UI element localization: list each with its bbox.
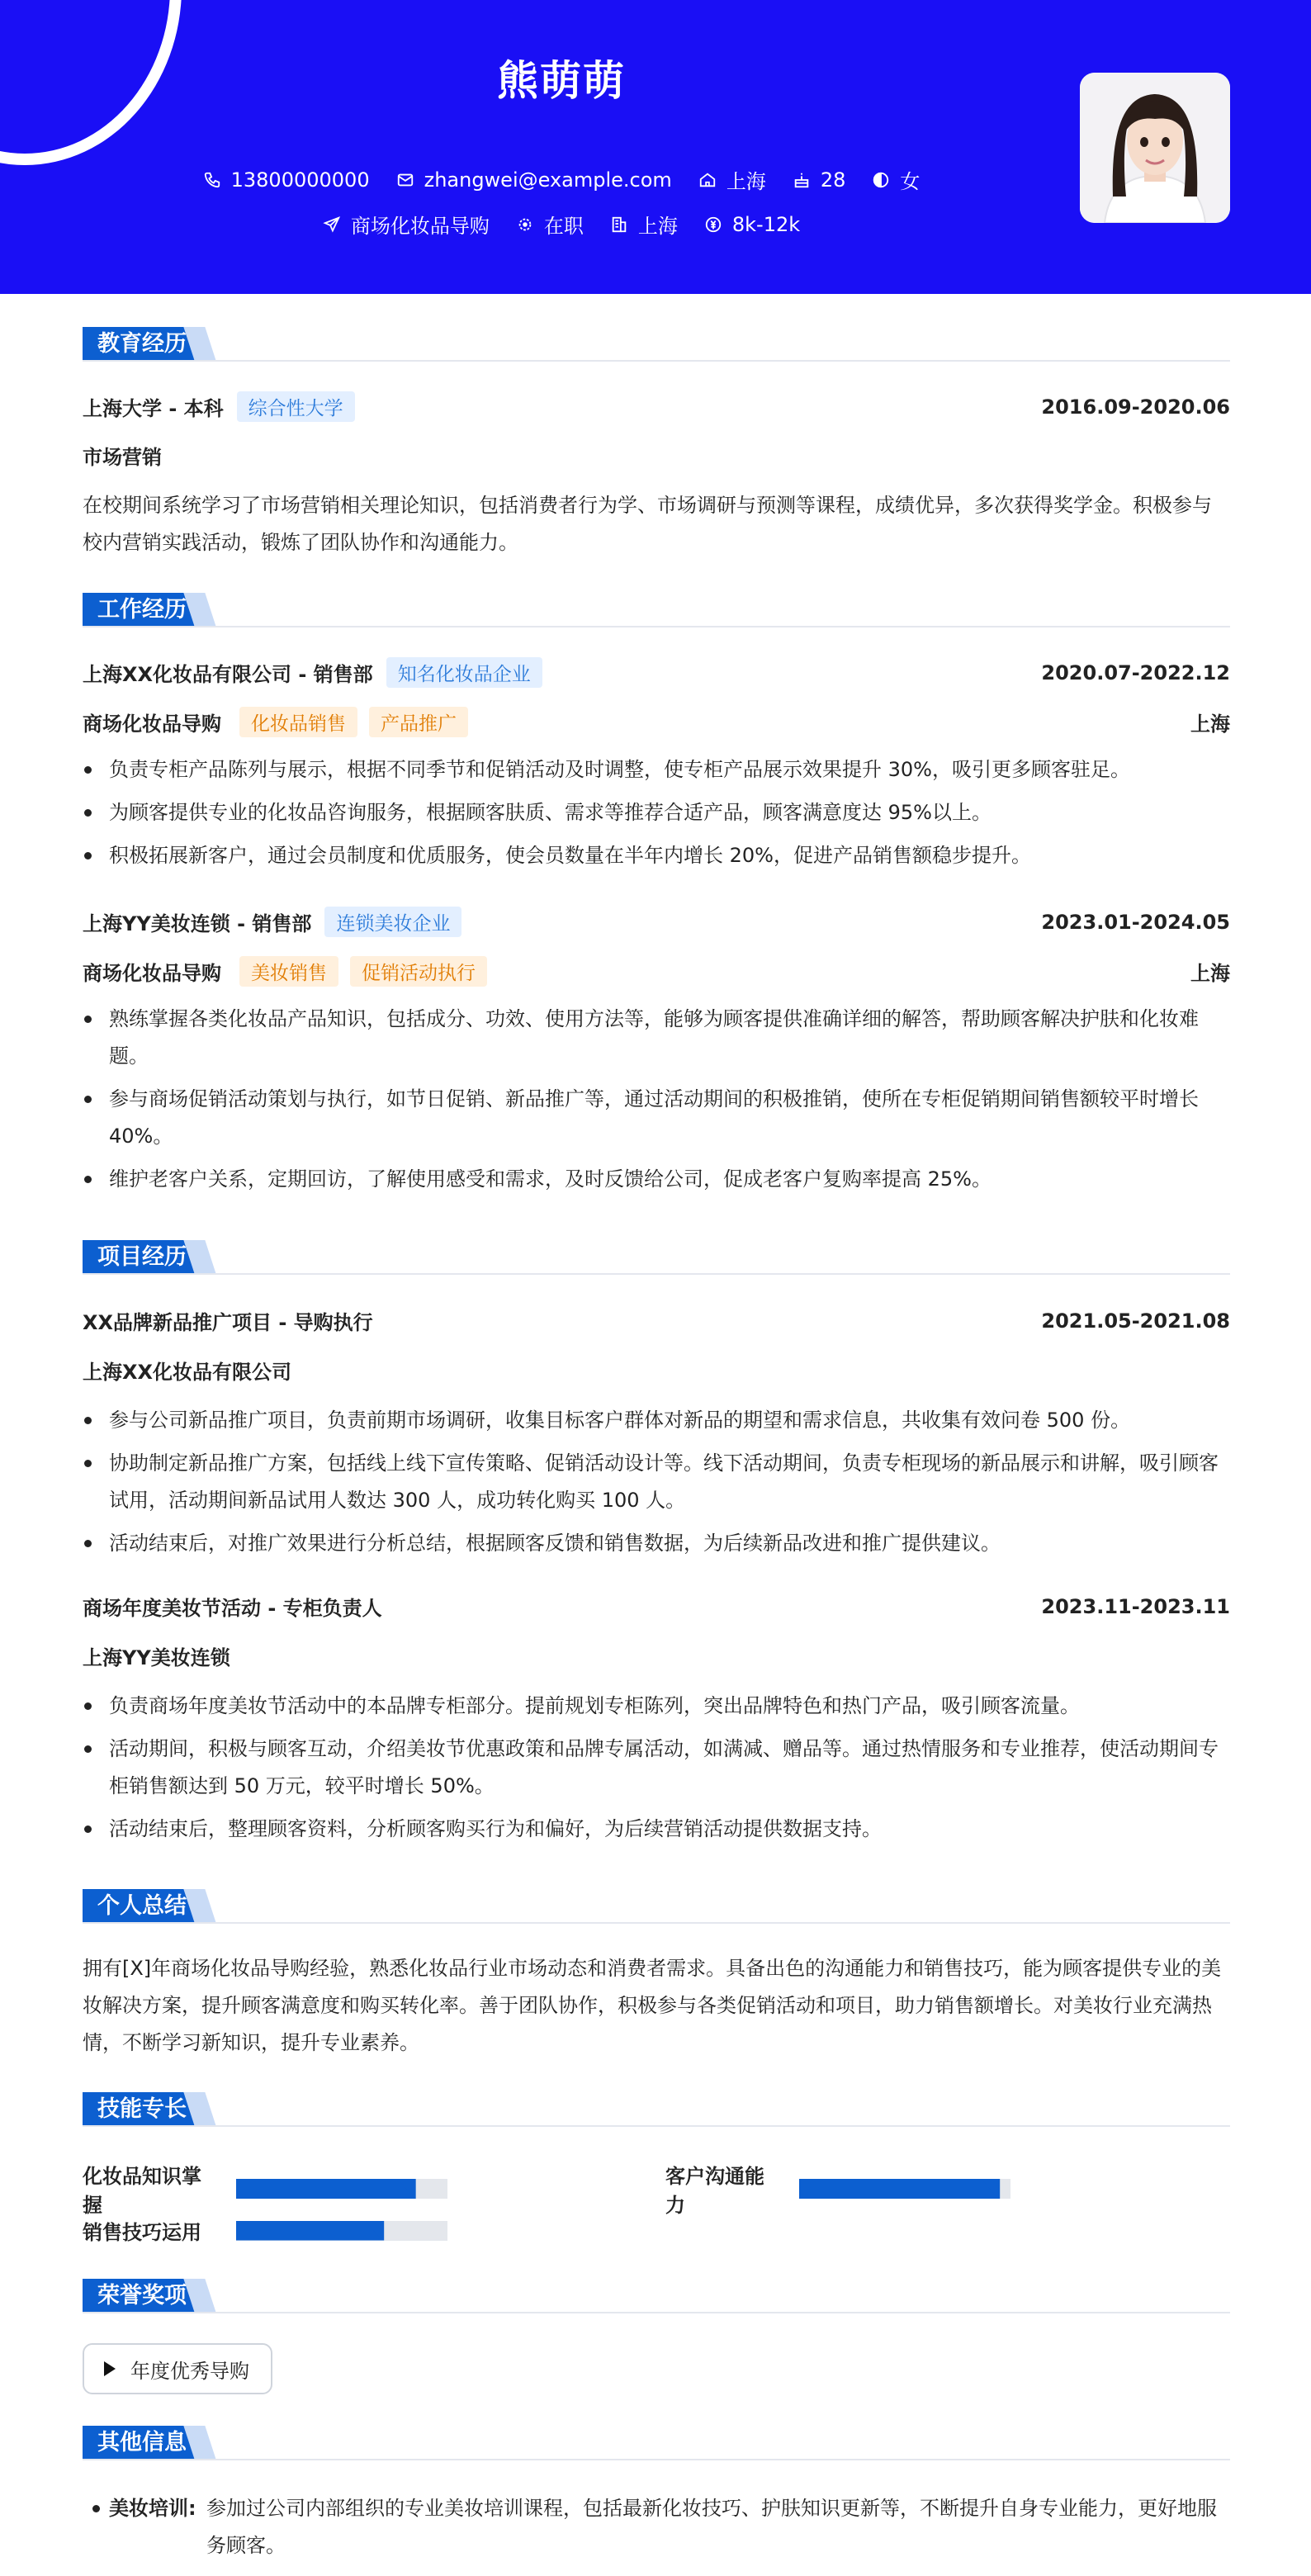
job-header — [83, 907, 1230, 937]
skill-bar-fill — [799, 2179, 1000, 2199]
phone-icon — [203, 171, 221, 189]
job-duties — [83, 1001, 1230, 1204]
job-company: 上海XX化妆品有限公司 - 销售部 — [83, 663, 373, 686]
salary-item — [704, 213, 800, 236]
project-dates: 2023.11-2023.11 — [1041, 1594, 1230, 1618]
school-name: 上海大学 - 本科 — [83, 397, 224, 420]
section-education — [83, 327, 1230, 362]
list-item: 负责专柜产品陈列与展示，根据不同季节和促销活动及时调整，使专柜产品展示效果提升 30%，吸引更多顾客驻足。 — [83, 751, 1230, 788]
list-item: 活动期间，积极与顾客互动，介绍美妆节优惠政策和品牌专属活动，如满减、赠品等。通过热情服务和专业推荐，使活动期间专柜销售额达到 50 万元，较平时增长 50%。 — [83, 1731, 1230, 1805]
other-info-key: 美妆培训: — [109, 2497, 196, 2520]
section-education-title: 教育经历 — [83, 327, 201, 362]
job-location: 上海 — [1190, 713, 1230, 736]
skill-item — [83, 2216, 447, 2245]
gender-icon — [872, 171, 890, 189]
skill-name: 化妆品知识掌握 — [83, 2165, 201, 2217]
section-skills-title: 技能专长 — [83, 2092, 201, 2127]
status-icon — [516, 215, 534, 234]
email-item — [396, 168, 672, 192]
status-text: 在职 — [543, 215, 584, 238]
phone-text: 13800000000 — [230, 168, 370, 192]
job-header — [83, 657, 1230, 688]
list-item: 维护老客户关系，定期回访，了解使用感受和需求，及时反馈给公司，促成老客户复购率提高 25%。 — [83, 1161, 1230, 1198]
section-summary-title: 个人总结 — [83, 1889, 201, 1924]
section-divider — [83, 626, 1230, 627]
home-icon — [698, 171, 717, 189]
education-major-row — [83, 441, 1230, 470]
skill-item — [83, 2160, 447, 2218]
section-awards-title: 荣誉奖项 — [83, 2279, 201, 2313]
skill-bar-fill — [236, 2221, 384, 2241]
work-city-text: 上海 — [637, 215, 678, 238]
job-company-tag: 连锁美妆企业 — [324, 907, 461, 937]
list-item: 活动结束后，整理顾客资料，分析顾客购买行为和偏好，为后续营销活动提供数据支持。 — [83, 1811, 1230, 1848]
project-org: 上海XX化妆品有限公司 — [83, 1361, 292, 1384]
education-dates: 2016.09-2020.06 — [1041, 395, 1230, 419]
project-org: 上海YY美妆连锁 — [83, 1646, 230, 1669]
salary-text: 8k-12k — [731, 212, 801, 236]
education-description: 在校期间系统学习了市场营销相关理论知识，包括消费者行为学、市场调研与预测等课程，成绩优异，多次获得奖学金。积极参与校内营销实践活动，锻炼了团队协作和沟通能力。 — [83, 494, 1212, 554]
project-dates: 2021.05-2021.08 — [1041, 1309, 1230, 1333]
job-company-tag: 知名化妆品企业 — [386, 657, 542, 688]
list-item: 为顾客提供专业的化妆品咨询服务，根据顾客肤质、需求等推荐合适产品，顾客满意度达 95%以上。 — [83, 794, 1230, 831]
job-skill-tag: 美妆销售 — [239, 956, 338, 987]
project-tasks — [83, 1688, 1230, 1854]
education-major: 市场营销 — [83, 446, 162, 469]
job-target-item — [323, 210, 490, 239]
job-intent-row — [0, 210, 1123, 239]
project-org-row — [83, 1356, 1230, 1385]
project-header — [83, 1306, 1230, 1335]
job-role: 商场化妆品导购 — [83, 962, 221, 985]
skill-name: 客户沟通能力 — [665, 2165, 764, 2217]
project-header — [83, 1592, 1230, 1621]
age-item — [793, 168, 846, 192]
section-other — [83, 2426, 1230, 2460]
list-item: 熟练掌握各类化妆品产品知识，包括成分、功效、使用方法等，能够为顾客提供准确详细的解答，帮助顾客解决护肤和化妆难题。 — [83, 1001, 1230, 1075]
skill-bar-fill — [236, 2179, 416, 2199]
job-skill-tag: 化妆品销售 — [239, 707, 357, 737]
job-role-row — [83, 707, 1230, 737]
job-skill-tag: 促销活动执行 — [350, 956, 487, 987]
project-title: XX品牌新品推广项目 - 导购执行 — [83, 1311, 373, 1334]
cake-icon — [793, 171, 811, 189]
job-duties — [83, 751, 1230, 880]
job-role: 商场化妆品导购 — [83, 713, 221, 736]
award-label: 年度优秀导购 — [130, 2359, 249, 2383]
play-icon — [104, 2361, 116, 2376]
gender-item — [872, 165, 920, 194]
section-other-title: 其他信息 — [83, 2426, 201, 2460]
section-divider — [83, 1922, 1230, 1924]
section-skills — [83, 2092, 1230, 2127]
portrait-illustration — [1080, 73, 1230, 223]
phone-item — [203, 168, 370, 192]
list-item: 负责商场年度美妆节活动中的本品牌专柜部分。提前规划专柜陈列，突出品牌特色和热门产品，吸引顾客流量。 — [83, 1688, 1230, 1725]
list-item: 协助制定新品推广方案，包括线上线下宣传策略、促销活动设计等。线下活动期间，负责专柜现场的新品展示和讲解，吸引顾客试用，活动期间新品试用人数达 300 人，成功转化购买 100 人。 — [83, 1445, 1230, 1519]
award-item-button[interactable] — [83, 2343, 272, 2394]
list-item: 积极拓展新客户，通过会员制度和优质服务，使会员数量在半年内增长 20%，促进产品销售额稳步提升。 — [83, 837, 1230, 874]
section-work — [83, 593, 1230, 627]
skill-bar — [236, 2221, 447, 2241]
section-work-title: 工作经历 — [83, 593, 201, 627]
skill-bar — [799, 2179, 1010, 2199]
contact-row — [0, 165, 1123, 194]
candidate-name: 熊萌萌 — [497, 57, 626, 105]
school-tag: 综合性大学 — [237, 391, 355, 422]
work-city-item — [610, 210, 678, 239]
mail-icon — [396, 171, 414, 189]
project-title: 商场年度美妆节活动 - 专柜负责人 — [83, 1597, 382, 1620]
job-dates: 2023.01-2024.05 — [1041, 910, 1230, 934]
yuan-icon — [704, 215, 722, 234]
project-org-row — [83, 1641, 1230, 1670]
bullet-dot — [92, 2505, 100, 2512]
section-projects-title: 项目经历 — [83, 1240, 201, 1275]
list-item: 参与公司新品推广项目，负责前期市场调研，收集目标客户群体对新品的期望和需求信息，共收集有效问卷 500 份。 — [83, 1402, 1230, 1439]
job-target-text: 商场化妆品导购 — [350, 215, 490, 238]
summary-text: 拥有[X]年商场化妆品导购经验，熟悉化妆品行业市场动态和消费者需求。具备出色的沟通能力和销售技巧，能为顾客提供专业的美妆解决方案，提升顾客满意度和购买转化率。善于团队协作，积极参与各类促销活动和项目，助力销售额增长。对美妆行业充满热情，不断学习新知识，提升专业素养。 — [83, 1957, 1222, 2054]
project-tasks — [83, 1402, 1230, 1568]
education-header — [83, 391, 1230, 422]
job-location: 上海 — [1190, 962, 1230, 985]
profile-photo — [1080, 73, 1230, 223]
job-role-row — [83, 956, 1230, 987]
building-icon — [610, 215, 628, 234]
status-item — [516, 210, 584, 239]
section-divider — [83, 360, 1230, 362]
section-divider — [83, 2125, 1230, 2127]
skill-bar — [236, 2179, 447, 2199]
send-icon — [323, 215, 341, 234]
other-info-value: 参加过公司内部组织的专业美妆培训课程，包括最新化妆技巧、护肤知识更新等，不断提升自身专业能力，更好地服务顾客。 — [206, 2497, 1217, 2557]
job-company: 上海YY美妆连锁 - 销售部 — [83, 912, 312, 935]
list-item: 参与商场促销活动策划与执行，如节日促销、新品推广等，通过活动期间的积极推销，使所在专柜促销期间销售额较平时增长 40%。 — [83, 1081, 1230, 1155]
gender-text: 女 — [900, 170, 921, 193]
section-awards — [83, 2279, 1230, 2313]
skill-item — [665, 2160, 1010, 2218]
city-item — [698, 165, 766, 194]
other-info-item — [83, 2490, 1230, 2564]
skill-name: 销售技巧运用 — [83, 2221, 201, 2244]
email-text: zhangwei@example.com — [424, 168, 672, 192]
age-text: 28 — [820, 168, 846, 192]
section-projects — [83, 1240, 1230, 1275]
resume-header — [0, 0, 1311, 294]
section-divider — [83, 1273, 1230, 1275]
job-skill-tag: 产品推广 — [369, 707, 468, 737]
section-summary — [83, 1889, 1230, 1924]
job-dates: 2020.07-2022.12 — [1041, 661, 1230, 684]
list-item: 活动结束后，对推广效果进行分析总结，根据顾客反馈和销售数据，为后续新品改进和推广提供建议。 — [83, 1525, 1230, 1562]
section-divider — [83, 2312, 1230, 2313]
section-divider — [83, 2459, 1230, 2460]
city-text: 上海 — [726, 170, 766, 193]
